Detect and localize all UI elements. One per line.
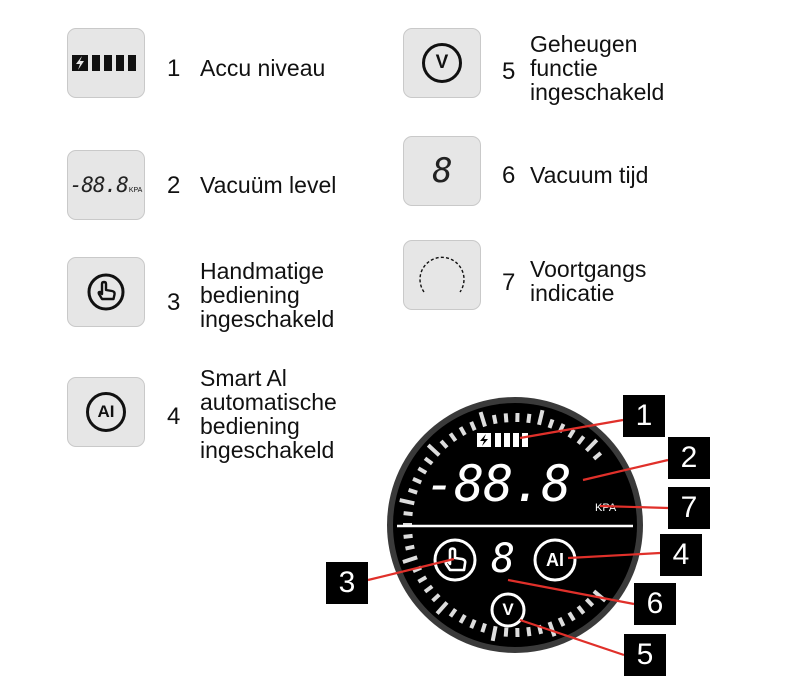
callout-2: 2 — [668, 437, 710, 479]
memory-tile — [403, 28, 481, 98]
v-icon-text: V — [435, 52, 449, 73]
ai-icon-text: AI — [97, 402, 115, 421]
ai-icon — [86, 392, 126, 432]
ai-tile — [67, 377, 145, 447]
legend-label-5: Geheugen functie ingeschakeld — [530, 31, 665, 105]
progress-segment — [506, 413, 507, 422]
progress-segment — [404, 513, 413, 514]
callout-7: 7 — [668, 487, 710, 529]
legend-label-3: Handmatige bediening ingeschakeld — [200, 258, 335, 332]
digit-icon: 8 — [432, 151, 452, 191]
progress-segment — [494, 415, 496, 424]
callout-3: 3 — [326, 562, 368, 604]
progress-segment — [550, 420, 553, 428]
legend-number-6: 6 — [502, 162, 516, 189]
callout-5: 5 — [624, 634, 666, 676]
callout-6: 6 — [634, 583, 676, 625]
device-display — [385, 395, 645, 655]
display-time-digit: 8 — [491, 536, 515, 582]
legend-label-1: Accu niveau — [200, 55, 326, 81]
hand-tile — [67, 257, 145, 327]
legend-label-7: Voortgangs indicatie — [530, 256, 647, 306]
legend-number-5: 5 — [502, 58, 516, 85]
progress-segment — [528, 414, 529, 423]
legend-number-7: 7 — [502, 269, 516, 296]
battery-tile — [67, 28, 145, 98]
callout-4: 4 — [660, 534, 702, 576]
legend-label-4: Smart Al automatische bediening ingeschakeld — [200, 365, 337, 463]
hand-icon — [86, 272, 126, 312]
vacuum-readout: -88.8 — [69, 173, 128, 197]
battery-level-icon — [71, 53, 141, 73]
v-icon — [422, 43, 462, 83]
progress-segment — [409, 490, 418, 493]
display-ai-text: AI — [546, 550, 564, 570]
callout-1: 1 — [623, 395, 665, 437]
legend-number-2: 2 — [167, 172, 181, 199]
legend-label-2: Vacuüm level — [200, 172, 337, 198]
vacuum-tile — [67, 150, 145, 220]
vacuum-readout-icon — [70, 173, 143, 197]
vacuum-unit: KPA — [128, 187, 143, 194]
progress-tile — [403, 240, 481, 310]
progress-arc-icon — [414, 250, 470, 300]
display-v-text: V — [502, 600, 514, 619]
time-tile — [403, 136, 481, 206]
legend-label-6: Vacuum tijd — [530, 162, 649, 188]
display-kpa-unit: KPA — [595, 502, 617, 514]
legend-number-1: 1 — [167, 55, 181, 82]
display-vacuum-readout: -88.8 — [425, 455, 571, 513]
legend-number-4: 4 — [167, 403, 181, 430]
legend-number-3: 3 — [167, 289, 181, 316]
